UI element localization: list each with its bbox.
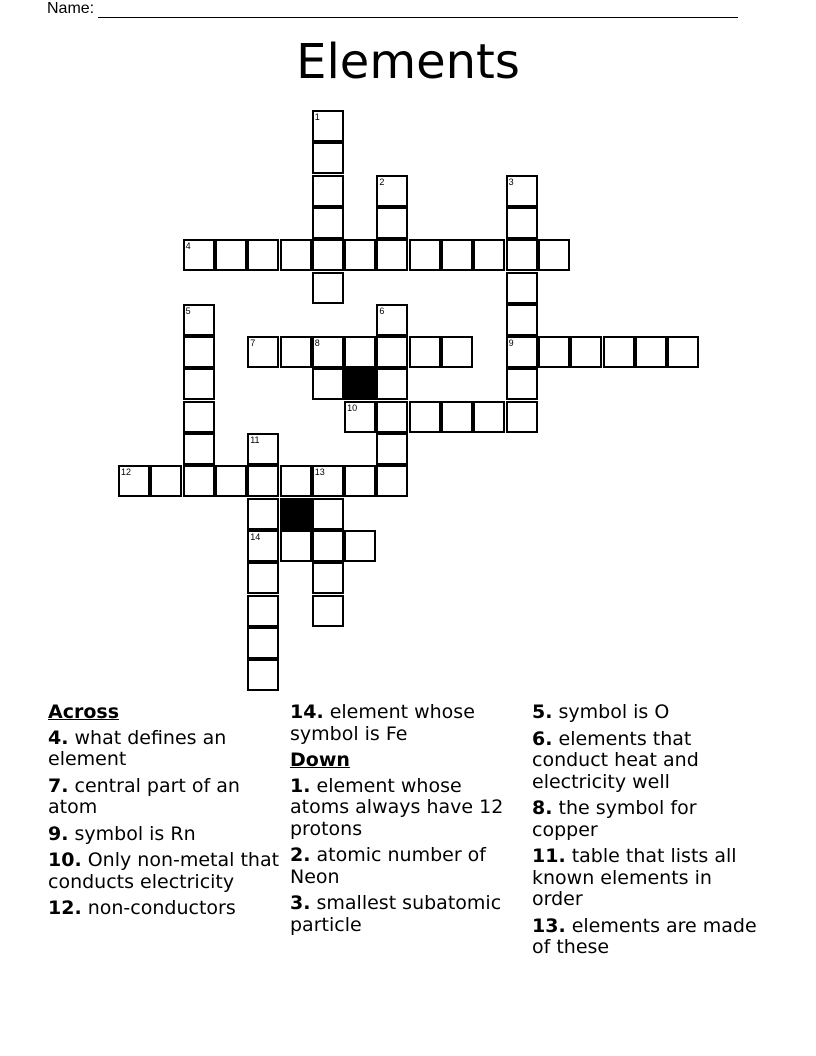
grid-cell[interactable]	[150, 465, 182, 497]
grid-cell[interactable]	[312, 239, 344, 271]
grid-cell[interactable]	[280, 530, 312, 562]
grid-cell[interactable]	[376, 401, 408, 433]
clue-down-1: 1. element whose atoms always have 12 protons	[290, 774, 504, 840]
grid-cell[interactable]	[247, 239, 279, 271]
grid-cell[interactable]	[376, 336, 408, 368]
grid-cell[interactable]	[441, 401, 473, 433]
down-heading: Down	[290, 749, 350, 771]
clue-across-4: 4. what defines an element	[48, 726, 227, 770]
clue-number: 13	[314, 467, 325, 478]
clue-number: 10	[347, 402, 358, 413]
clue-down-6: 6. elements that conduct heat and electricity well	[532, 727, 699, 793]
name-label: Name:	[47, 0, 95, 17]
grid-cell[interactable]	[312, 110, 344, 142]
grid-cell[interactable]	[473, 401, 505, 433]
clue-number: 9	[508, 338, 514, 349]
clue-down-3: 3. smallest subatomic particle	[290, 892, 502, 936]
clue-across-10: 10. Only non-metal that conducts electricity	[48, 849, 280, 893]
clue-across-7: 7. central part of an atom	[48, 774, 240, 818]
grid-cell[interactable]	[247, 465, 279, 497]
clues-column-2	[290, 702, 526, 941]
grid-cell[interactable]	[312, 175, 344, 207]
clue-down-13: 13. elements are made of these	[532, 914, 757, 958]
grid-block	[280, 498, 312, 530]
grid-cell[interactable]	[409, 336, 441, 368]
clue-down-2: 2. atomic number of Neon	[290, 844, 486, 888]
grid-cell[interactable]	[538, 336, 570, 368]
clue-number: 14	[250, 531, 261, 542]
grid-cell[interactable]	[506, 368, 538, 400]
grid-cell[interactable]	[376, 465, 408, 497]
grid-cell[interactable]	[183, 465, 215, 497]
grid-cell[interactable]	[344, 530, 376, 562]
clue-across-14: 14. element whose symbol is Fe	[290, 701, 475, 745]
grid-cell[interactable]	[280, 239, 312, 271]
grid-cell[interactable]	[506, 336, 538, 368]
grid-cell[interactable]	[344, 465, 376, 497]
grid-cell[interactable]	[312, 336, 344, 368]
grid-cell[interactable]	[312, 465, 344, 497]
grid-cell[interactable]	[312, 530, 344, 562]
grid-cell[interactable]	[280, 465, 312, 497]
grid-cell[interactable]	[247, 336, 279, 368]
clue-down-8: 8. the symbol for copper	[532, 797, 697, 841]
grid-cell[interactable]	[118, 465, 150, 497]
grid-cell[interactable]	[506, 239, 538, 271]
grid-cell[interactable]	[215, 465, 247, 497]
clue-number: 3	[508, 176, 514, 187]
clue-number: 1	[314, 112, 320, 122]
grid-cell[interactable]	[344, 401, 376, 433]
clues-column-3	[532, 702, 768, 964]
grid-cell[interactable]	[183, 368, 215, 400]
grid-cell[interactable]	[183, 336, 215, 368]
clues-column-1	[48, 702, 284, 925]
grid-cell[interactable]	[506, 207, 538, 239]
grid-cell[interactable]	[312, 595, 344, 627]
grid-cell[interactable]	[506, 175, 538, 207]
clue-down-11: 11. table that lists all known elements in order	[532, 845, 737, 910]
grid-cell[interactable]	[312, 207, 344, 239]
clue-across-9: 9. symbol is Rn	[48, 822, 196, 845]
grid-cell[interactable]	[312, 142, 344, 174]
grid-cell[interactable]	[376, 433, 408, 465]
page-title: Elements	[296, 34, 520, 90]
clue-number: 6	[379, 305, 385, 316]
grid-cell[interactable]	[376, 175, 408, 207]
grid-cell[interactable]	[570, 336, 602, 368]
grid-cell[interactable]	[183, 304, 215, 336]
grid-cell[interactable]	[376, 207, 408, 239]
grid-cell[interactable]	[247, 659, 279, 691]
grid-cell[interactable]	[312, 368, 344, 400]
grid-cell[interactable]	[344, 336, 376, 368]
clue-number: 12	[121, 467, 132, 478]
grid-cell[interactable]	[635, 336, 667, 368]
grid-cell[interactable]	[506, 401, 538, 433]
grid-cell[interactable]	[603, 336, 635, 368]
grid-cell[interactable]	[247, 530, 279, 562]
grid-cell[interactable]	[247, 627, 279, 659]
grid-cell[interactable]	[247, 433, 279, 465]
grid-cell[interactable]	[441, 239, 473, 271]
grid-cell[interactable]	[441, 336, 473, 368]
grid-cell[interactable]	[506, 272, 538, 304]
clue-number: 5	[185, 305, 191, 316]
grid-cell[interactable]	[247, 595, 279, 627]
grid-cell[interactable]	[183, 433, 215, 465]
grid-cell[interactable]	[183, 239, 215, 271]
grid-cell[interactable]	[409, 239, 441, 271]
grid-cell[interactable]	[376, 239, 408, 271]
clue-down-5: 5. symbol is O	[532, 701, 670, 723]
clue-number: 8	[314, 338, 320, 349]
clue-across-12: 12. non-conductors	[48, 897, 236, 919]
grid-cell[interactable]	[215, 239, 247, 271]
grid-cell[interactable]	[506, 304, 538, 336]
grid-cell[interactable]	[312, 498, 344, 530]
grid-cell[interactable]	[312, 562, 344, 594]
clue-number: 2	[379, 176, 385, 187]
clue-number: 11	[250, 435, 260, 445]
grid-cell[interactable]	[538, 239, 570, 271]
grid-cell[interactable]	[409, 401, 441, 433]
grid-cell[interactable]	[247, 562, 279, 594]
grid-cell[interactable]	[344, 239, 376, 271]
clue-number: 4	[185, 241, 191, 252]
grid-cell[interactable]	[280, 336, 312, 368]
grid-block	[344, 368, 376, 400]
grid-cell[interactable]	[183, 401, 215, 433]
grid-cell[interactable]	[376, 304, 408, 336]
grid-cell[interactable]	[376, 368, 408, 400]
clue-number: 7	[250, 338, 256, 349]
across-heading: Across	[48, 701, 120, 723]
grid-cell[interactable]	[312, 272, 344, 304]
grid-cell[interactable]	[473, 239, 505, 271]
grid-cell[interactable]	[247, 498, 279, 530]
grid-cell[interactable]	[667, 336, 699, 368]
